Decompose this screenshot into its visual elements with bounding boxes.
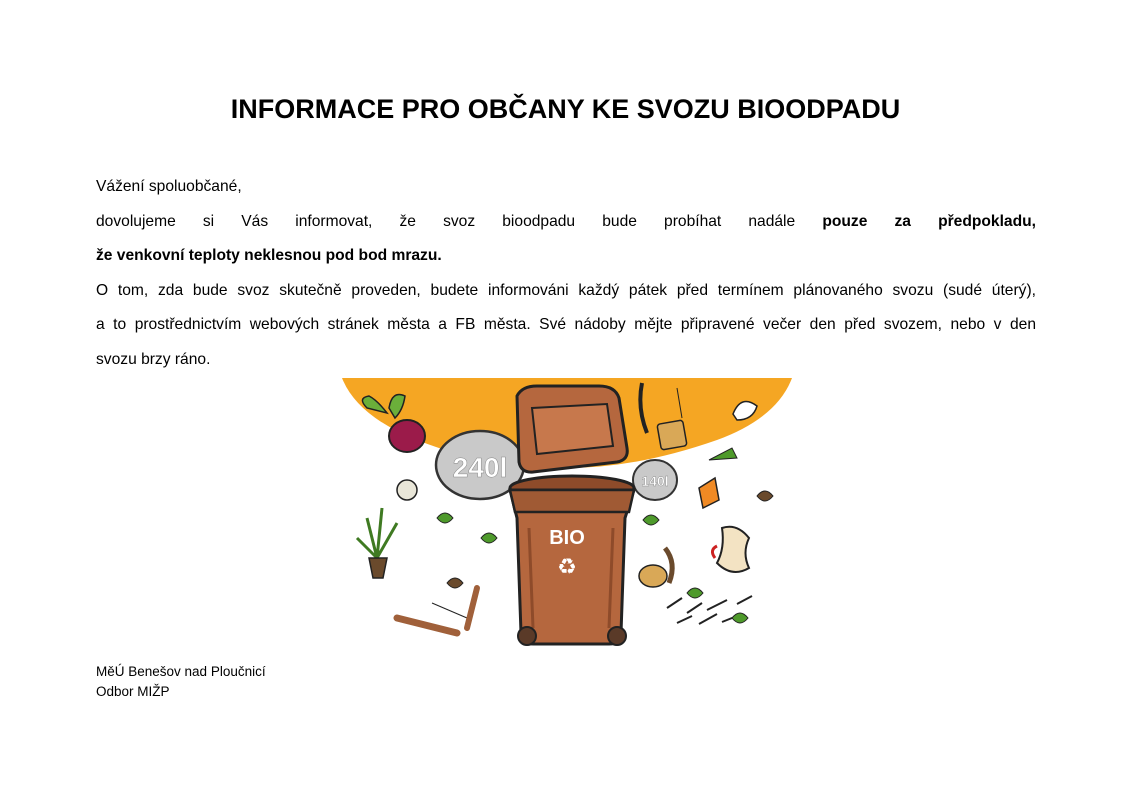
plant-icon — [357, 508, 397, 578]
paragraph-text: dovolujeme si Vás informovat, že svoz bioodpadu bude probíhat nadále — [96, 212, 796, 230]
footer-department: Odbor MIŽP — [96, 684, 170, 699]
salutation: Vážení spoluobčané, — [96, 178, 242, 195]
paragraph-line-4: a to prostřednictvím webových stránek města a FB města. Své nádoby mějte připravené večer den před svozem, nebo v den — [96, 316, 1036, 333]
volume-label-140: 140l — [641, 473, 669, 489]
apple-core-icon — [712, 527, 749, 572]
twig-icon — [397, 558, 477, 633]
peel-icon — [639, 548, 672, 587]
bin-label: BIO — [549, 527, 585, 549]
bio-bin-illustration — [337, 378, 797, 650]
footer — [96, 662, 266, 702]
bin-lid — [517, 386, 627, 472]
grass-clippings-icon — [667, 588, 752, 624]
paragraph-line-1 — [96, 205, 1036, 240]
paragraph-emphasis-b: že venkovní teploty neklesnou pod bod mrazu. — [96, 247, 442, 264]
volume-label-240: 240l — [452, 452, 508, 483]
volume-bubble-140 — [633, 460, 677, 500]
paragraph-emphasis-a: pouze za předpokladu, — [822, 212, 1036, 230]
footer-office: MěÚ Benešov nad Ploučnicí — [96, 664, 266, 679]
paragraph-line-5: svozu brzy ráno. — [96, 350, 211, 368]
recycle-icon: ♻ — [557, 555, 577, 580]
bio-bin — [510, 476, 634, 645]
paragraph-line-3: O tom, zda bude svoz skutečně proveden, budete informováni každý pátek před termínem plánovaného svozu (sudé úterý), — [96, 281, 1036, 299]
page-title: INFORMACE PRO OBČANY KE SVOZU BIOODPADU — [230, 94, 901, 124]
notice-body — [96, 170, 1036, 377]
carrot-icon — [699, 448, 737, 508]
